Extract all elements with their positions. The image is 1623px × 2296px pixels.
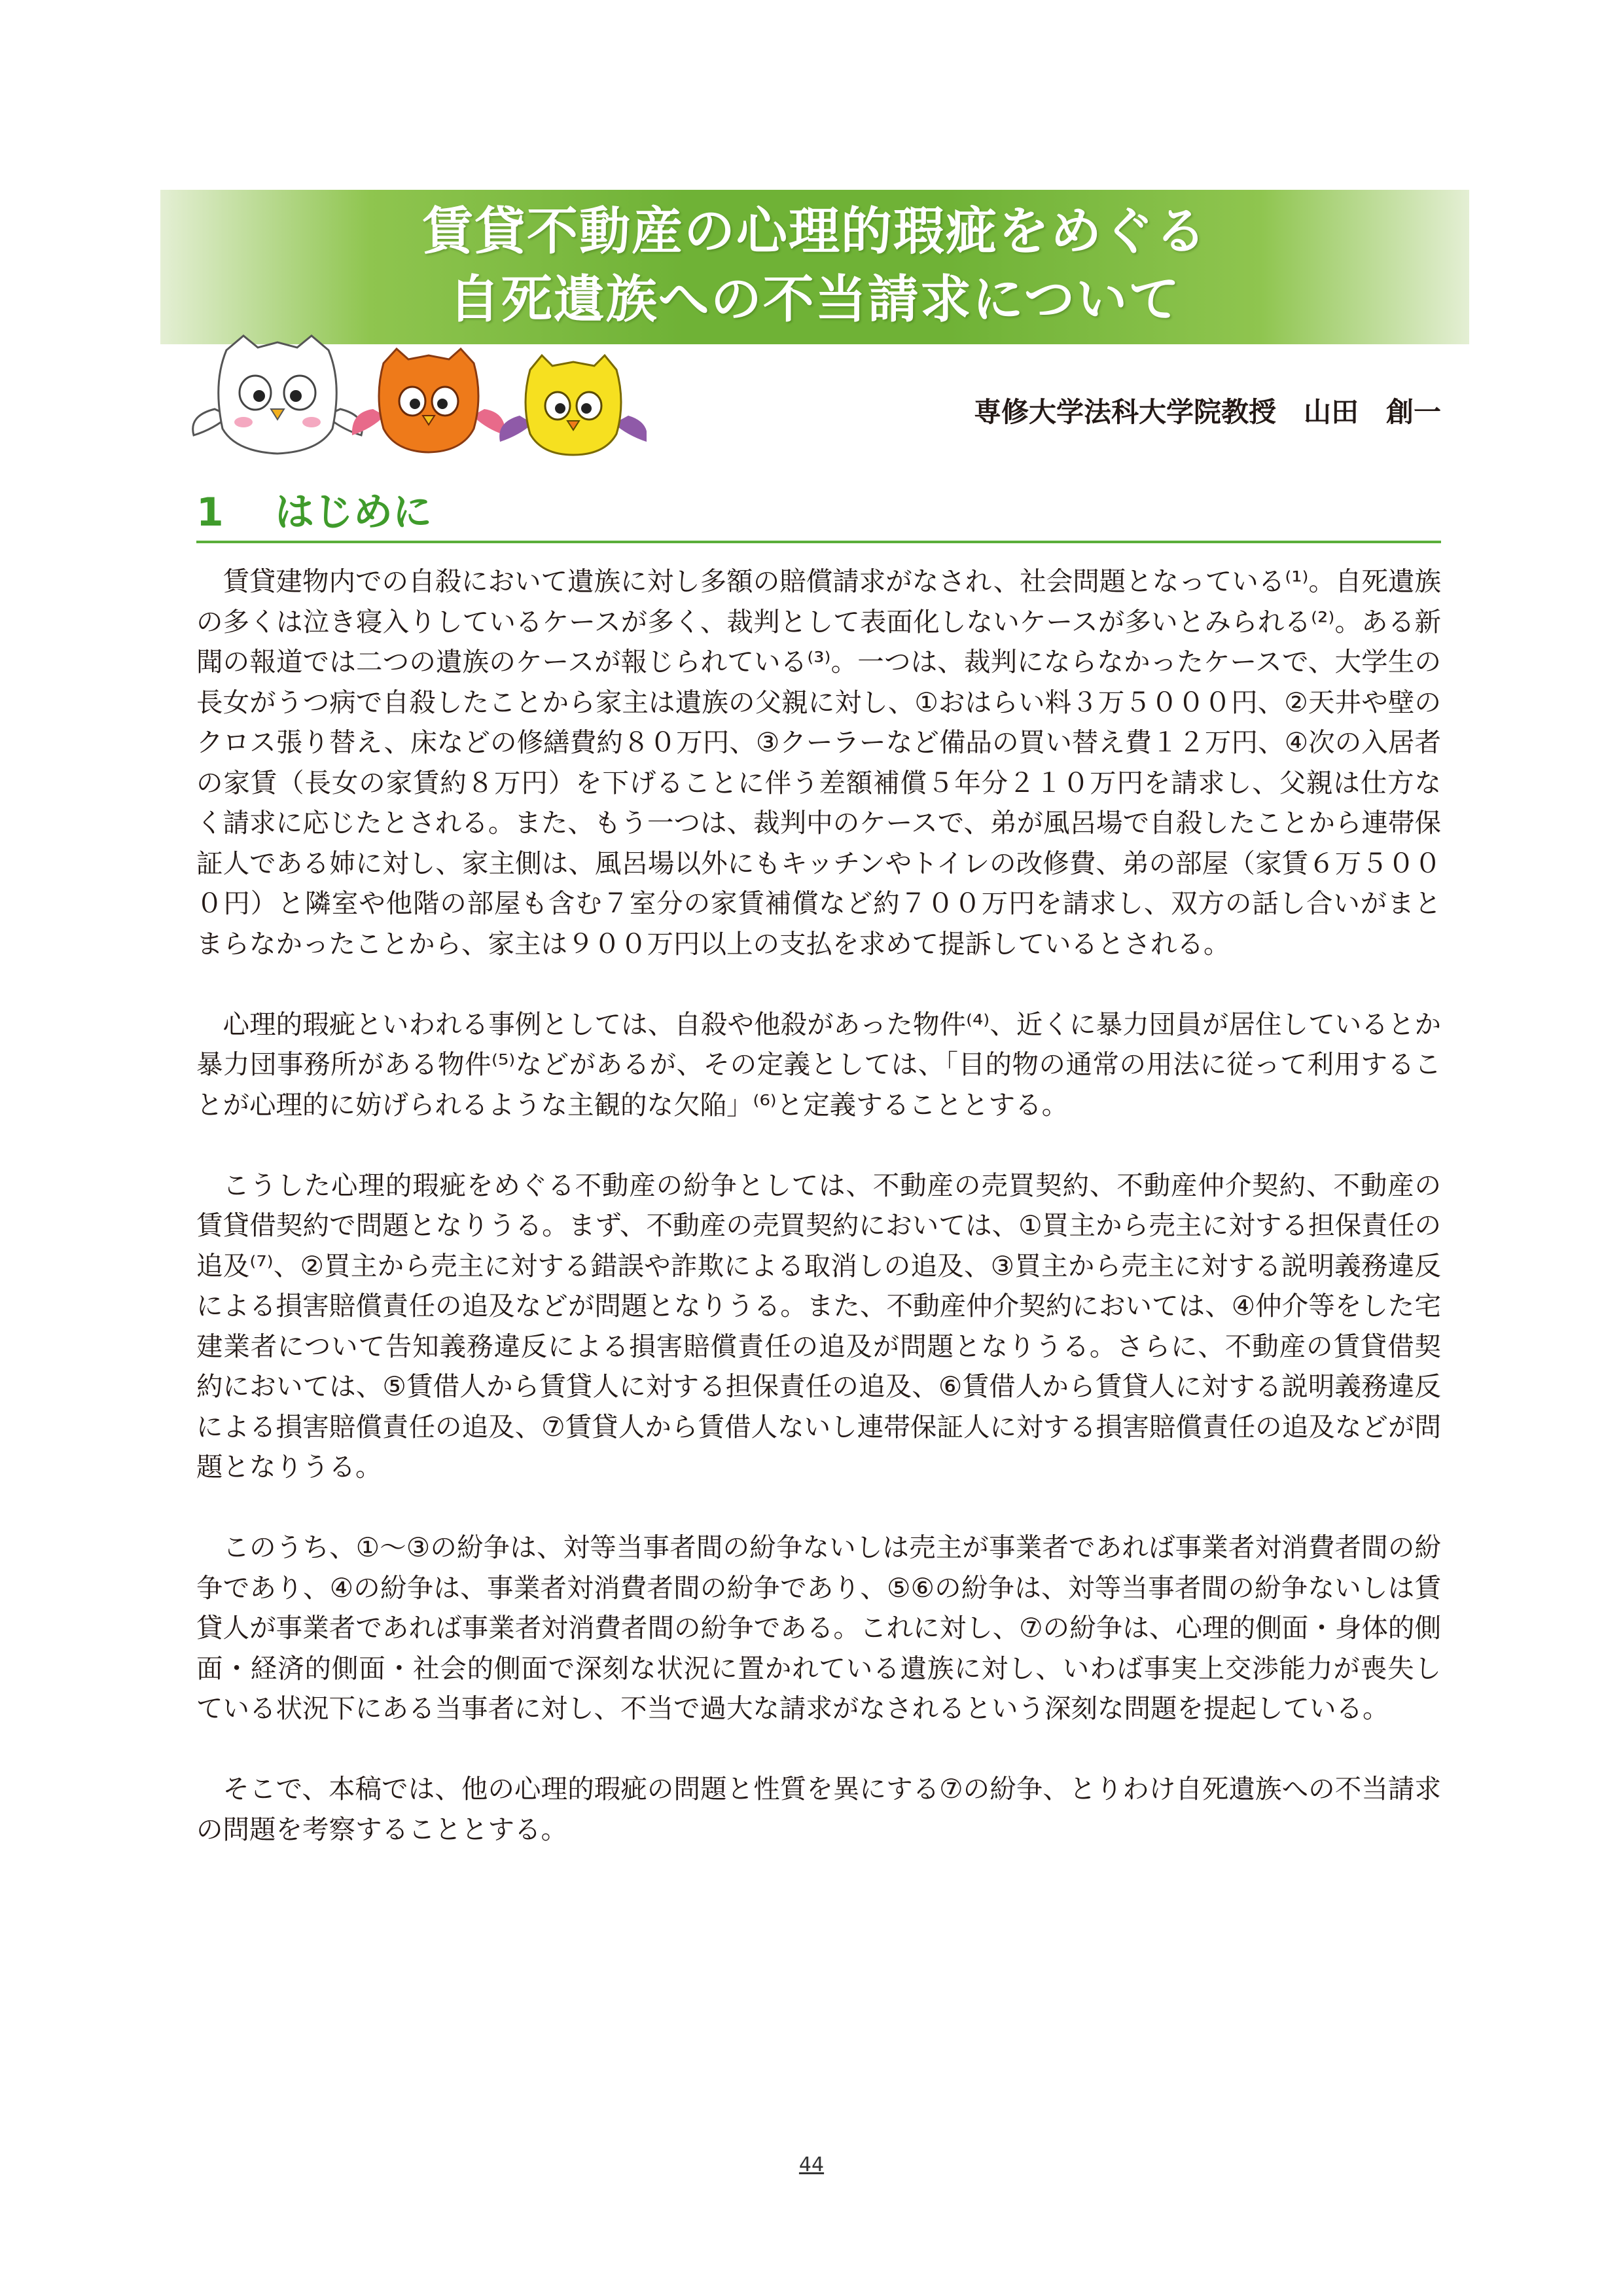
- paragraph: 心理的瑕疵といわれる事例としては、自殺や他殺があった物件⁽⁴⁾、近くに暴力団員が居住しているとか暴力団事務所がある物件⁽⁵⁾などがあるが、その定義としては、「目的物の通常の用法に従って利用することが心理的に妨げられるような主観的な欠陥」⁽⁶⁾と定義することとする。: [196, 1008, 1441, 1121]
- owl-illustration: [188, 331, 647, 458]
- section-title: はじめに: [275, 490, 432, 535]
- section-number: 1: [196, 490, 224, 535]
- section-heading: [196, 484, 1441, 543]
- article-title-line-1: 賃貸不動産の心理的瑕疵をめぐる: [421, 202, 1207, 261]
- article-title-line-2: 自死遺族への不当請求について: [448, 270, 1181, 329]
- yellow-owl-icon: [499, 355, 647, 455]
- page-number: 44: [798, 2153, 825, 2176]
- paragraph: そこで、本稿では、他の心理的瑕疵の問題と性質を異にする⑦の紛争、とりわけ自死遺族への不当請求の問題を考察することとする。: [196, 1773, 1441, 1845]
- paragraph: こうした心理的瑕疵をめぐる不動産の紛争としては、不動産の売買契約、不動産仲介契約、不動産の賃貸借契約で問題となりうる。まず、不動産の売買契約においては、①買主から売主に対する担保責任の追及⁽⁷⁾、②買主から売主に対する錯誤や詐欺による取消しの追及、③買主から売主に対する説明義務違反による損害賠償責任の追及などが問題となりうる。また、不動産仲介契約においては、④仲介等をした宅建業者について告知義務違反による損害賠償責任の追及が問題となりうる。さらに、不動産の賃貸借契約においては、⑤賃借人から賃貸人に対する担保責任の追及、⑥賃借人から賃貸人に対する説明義務違反による損害賠償責任の追及、⑦賃貸人から賃借人ないし連帯保証人に対する損害賠償責任の追及などが問題となりうる。: [196, 1169, 1441, 1482]
- paragraph: 賃貸建物内での自殺において遺族に対し多額の賠償請求がなされ、社会問題となっている⁽¹⁾。自死遺族の多くは泣き寝入りしているケースが多く、裁判として表面化しないケースが多いとみられる⁽²⁾。ある新聞の報道では二つの遺族のケースが報じられている⁽³⁾。一つは、裁判にならなかったケースで、大学生の長女がうつ病で自殺したことから家主は遺族の父親に対し、①おはらい料３万５０００円、②天井や壁のクロス張り替え、床などの修繕費約８０万円、③クーラーなど備品の買い替え費１２万円、④次の入居者の家賃（長女の家賃約８万円）を下げることに伴う差額補償５年分２１０万円を請求し、父親は仕方なく請求に応じたとされる。また、もう一つは、裁判中のケースで、弟が風呂場で自殺したことから連帯保証人である姉に対し、家主側は、風呂場以外にもキッチンやトイレの改修費、弟の部屋（家賃６万５０００円）と隣室や他階の部屋も含む７室分の家賃補償など約７００万円を請求し、双方の話し合いがまとまらなかったことから、家主は９００万円以上の支払を求めて提訴しているとされる。: [196, 565, 1441, 960]
- title-banner: [160, 190, 1469, 344]
- white-owl-icon: [193, 336, 363, 454]
- paragraph: このうち、①～③の紛争は、対等当事者間の紛争ないしは売主が事業者であれば事業者対消費者間の紛争であり、④の紛争は、事業者対消費者間の紛争であり、⑤⑥の紛争は、対等当事者間の紛争ないしは賃貸人が事業者であれば事業者対消費者間の紛争である。これに対し、⑦の紛争は、心理的側面・身体的側面・経済的側面・社会的側面で深刻な状況に置かれている遺族に対し、いわば事実上交渉能力が喪失している状況下にある当事者に対し、不当で過大な請求がなされるという深刻な問題を提起している。: [196, 1532, 1441, 1724]
- author-byline: 専修大学法科大学院教授 山田 創一: [973, 396, 1441, 428]
- article-body: [196, 562, 1441, 1890]
- orange-owl-icon: [352, 349, 505, 452]
